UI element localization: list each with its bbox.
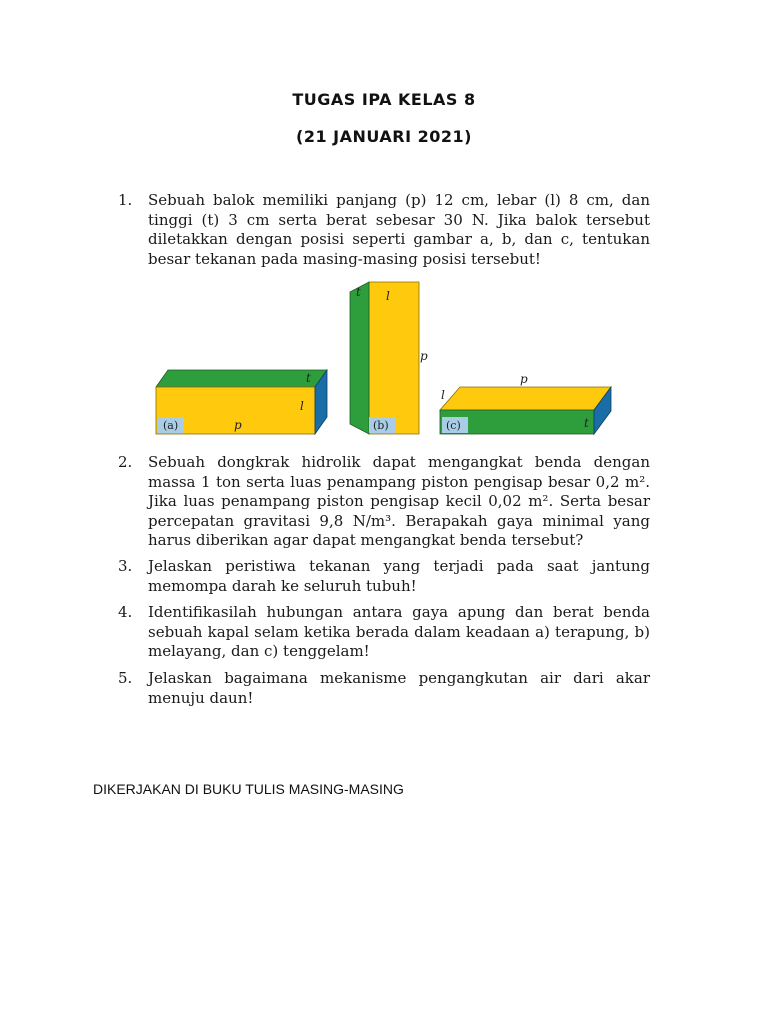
footer-note: DIKERJAKAN DI BUKU TULIS MASING-MASING (93, 781, 404, 797)
block-b (350, 282, 428, 434)
caption-a: (a) (163, 419, 179, 432)
block-b-side (350, 282, 369, 434)
question-number: 3. (118, 557, 133, 575)
page-date: (21 JANUARI 2021) (296, 127, 472, 146)
block-c-top (440, 387, 611, 410)
question-number: 5. (118, 669, 133, 687)
block-a (156, 370, 327, 434)
question-text: Jelaskan bagaimana mekanisme pengangkutan air dari akar menuju daun! (148, 669, 650, 707)
block-a-top (156, 370, 327, 387)
label-a-t: t (306, 371, 311, 385)
question-text: Jelaskan peristiwa tekanan yang terjadi pada saat jantung memompa darah ke seluruh tubuh! (148, 557, 650, 595)
label-c-t: t (584, 416, 589, 430)
question-number: 4. (118, 603, 133, 621)
question-text: Identifikasilah hubungan antara gaya apung dan berat benda sebuah kapal selam ketika berada dalam keadaan a) terapung, b) melayang, dan c) tenggelam! (148, 603, 650, 660)
question-number: 1. (118, 191, 133, 209)
question-3 (118, 557, 650, 596)
page-title: TUGAS IPA KELAS 8 (292, 90, 476, 109)
label-b-t: t (356, 285, 361, 299)
question-text: Sebuah dongkrak hidrolik dapat mengangkat benda dengan massa 1 ton serta luas penampang piston pengisap besar 0,2 m². Jika luas penampang piston pengisap kecil 0,02 m². Serta besar percepatan gravitasi 9,8 N/m³. Berapakah gaya minimal yang harus diberikan agar dapat mengangkat benda tersebut? (148, 453, 650, 549)
block-c (440, 372, 611, 434)
balok-figure (150, 276, 620, 438)
question-4 (118, 603, 650, 662)
question-5 (118, 669, 650, 708)
question-number: 2. (118, 453, 133, 471)
label-c-p: p (520, 372, 528, 386)
question-1 (118, 191, 650, 269)
question-text: Sebuah balok memiliki panjang (p) 12 cm, lebar (l) 8 cm, dan tinggi (t) 3 cm serta berat sebesar 30 N. Jika balok tersebut diletakkan dengan posisi seperti gambar a, b, dan c, tentukan besar tekanan pada masing-masing posisi tersebut! (148, 191, 650, 268)
label-b-p: p (420, 349, 428, 363)
question-2 (118, 453, 650, 551)
caption-b: (b) (373, 419, 389, 432)
label-c-l: l (441, 388, 445, 402)
caption-c: (c) (446, 419, 461, 432)
block-b-front (369, 282, 419, 434)
label-a-l: l (300, 399, 304, 413)
label-a-p: p (234, 418, 242, 432)
label-b-l: l (386, 289, 390, 303)
